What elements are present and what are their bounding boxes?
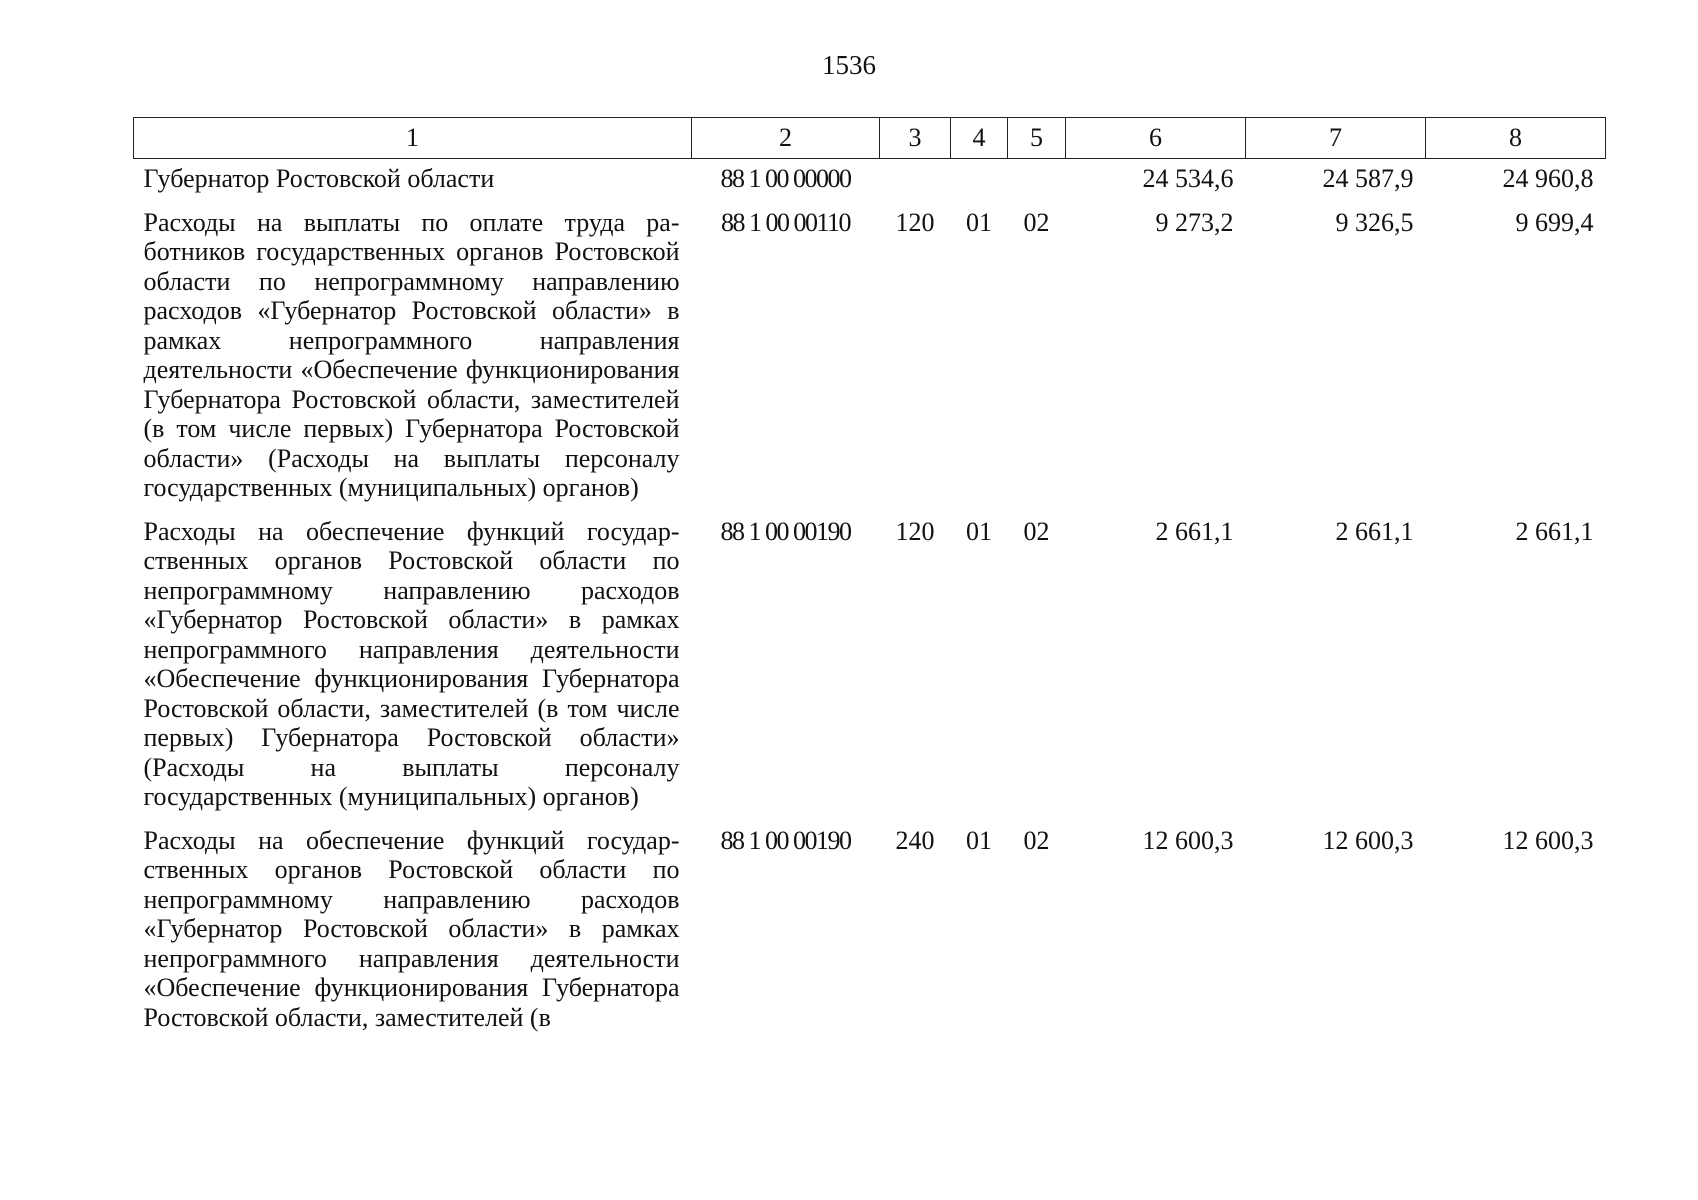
row-name: Расходы на обеспечение функций государственных органов Ростовской области по непрограммному направлению расходов «Губернатор Ростовской области» в рамках непрограммного направления деятельности «Обеспечение функционирования Губернатора Ростовской области, заместителей (в том числе первых) Губернатора Ростовской области» (Расходы на выплаты персоналу государственных (муниципальных) органов) xyxy=(143,516,680,811)
table-row xyxy=(134,820,1606,1041)
column-header: 5 xyxy=(1008,118,1066,159)
row-code: 88 1 00 00000 xyxy=(720,164,851,193)
row-subsection: 02 xyxy=(1023,825,1050,855)
row-code: 88 1 00 00190 xyxy=(720,516,851,546)
page-number: 1536 xyxy=(822,50,876,80)
row-expense-type: 120 xyxy=(895,516,935,546)
table-header-row xyxy=(134,118,1606,159)
table-row xyxy=(134,511,1606,820)
row-expense-type: 240 xyxy=(895,825,935,855)
column-header: 2 xyxy=(692,118,880,159)
row-value-7: 2 661,1 xyxy=(1335,516,1414,546)
row-value-7: 24 587,9 xyxy=(1322,164,1414,193)
row-code: 88 1 00 00190 xyxy=(720,825,851,855)
row-value-6: 24 534,6 xyxy=(1142,164,1234,193)
row-name: Расходы на обеспечение функций государственных органов Ростовской области по непрограммному направлению расходов «Губернатор Ростовской области» в рамках непрограммного направления деятельности «Обеспечение функционирования Губернатора Ростовской области, заместителей (в xyxy=(143,825,680,1032)
row-value-8: 9 699,4 xyxy=(1515,207,1594,237)
row-subsection: 02 xyxy=(1023,516,1050,546)
row-code: 88 1 00 00110 xyxy=(720,207,851,237)
row-expense-type xyxy=(880,159,951,202)
row-subsection: 02 xyxy=(1023,207,1050,237)
row-value-6: 9 273,2 xyxy=(1155,207,1234,237)
budget-table xyxy=(133,117,1606,1040)
row-expense-type: 120 xyxy=(895,207,935,237)
table-row xyxy=(134,202,1606,511)
row-section: 01 xyxy=(966,516,992,546)
row-value-8: 24 960,8 xyxy=(1502,164,1594,193)
row-value-7: 12 600,3 xyxy=(1322,825,1414,855)
column-header: 7 xyxy=(1246,118,1426,159)
column-header: 3 xyxy=(880,118,951,159)
column-header: 6 xyxy=(1066,118,1246,159)
column-header: 8 xyxy=(1426,118,1606,159)
row-value-8: 2 661,1 xyxy=(1515,516,1594,546)
row-value-8: 12 600,3 xyxy=(1502,825,1594,855)
row-section xyxy=(951,159,1008,202)
row-section: 01 xyxy=(966,207,992,237)
row-value-6: 12 600,3 xyxy=(1142,825,1234,855)
column-header: 4 xyxy=(951,118,1008,159)
row-value-7: 9 326,5 xyxy=(1335,207,1414,237)
row-name: Губернатор Ростовской области xyxy=(143,164,495,193)
row-name: Расходы на выплаты по оплате труда работников государственных органов Ростовской области по непрограммному направлению расходов «Губернатор Ростовской области» в рамках непрограммного направления деятельности «Обеспечение функционирования Губернатора Ростовской области, заместителей (в том числе первых) Губернатора Ростовской области» (Расходы на выплаты персоналу государственных (муниципальных) органов) xyxy=(143,207,680,502)
row-section: 01 xyxy=(966,825,992,855)
row-value-6: 2 661,1 xyxy=(1155,516,1234,546)
row-subsection xyxy=(1008,159,1066,202)
column-header: 1 xyxy=(134,118,692,159)
table-row xyxy=(134,159,1606,202)
